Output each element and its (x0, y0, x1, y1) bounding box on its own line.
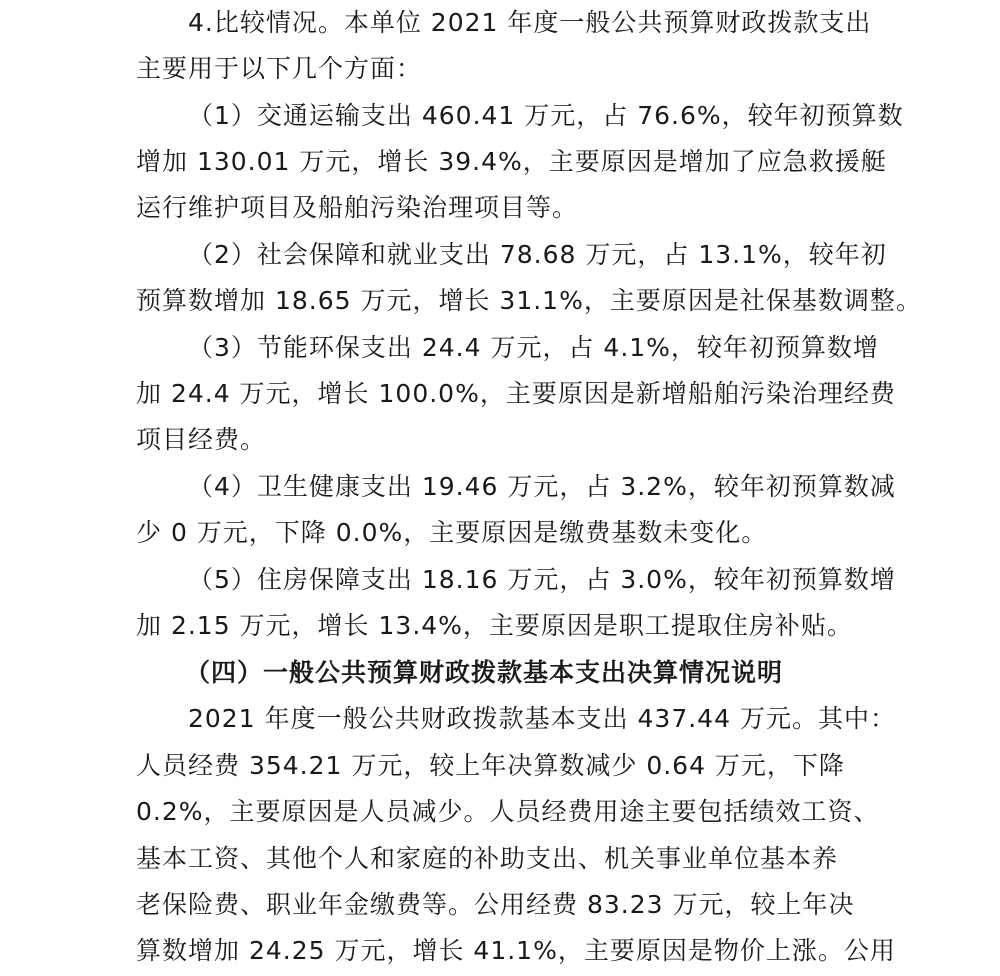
basic-expenditure-line: 算数增加 24.25 万元，增长 41.1%，主要原因是物价上涨。公用 (136, 936, 896, 965)
item-1-transport-line: 运行维护项目及船舶污染治理项目等。 (136, 193, 579, 222)
item-4-health-line: （4）卫生健康支出 19.46 万元，占 3.2%，较年初预算数减 (188, 472, 896, 501)
section-heading: （四）一般公共预算财政拨款基本支出决算情况说明 (185, 658, 784, 687)
basic-expenditure-line: 人员经费 354.21 万元，较上年决算数减少 0.64 万元，下降 (136, 751, 845, 780)
basic-expenditure-line: 基本工资、其他个人和家庭的补助支出、机关事业单位基本养 (136, 844, 839, 873)
item-3-environment-line: 加 24.4 万元，增长 100.0%，主要原因是新增船舶污染治理经费 (136, 379, 896, 408)
basic-expenditure-line: 0.2%，主要原因是人员减少。人员经费用途主要包括绩效工资、 (136, 797, 880, 826)
item-3-environment-line: （3）节能环保支出 24.4 万元，占 4.1%，较年初预算数增 (188, 333, 879, 362)
item-5-housing-line: 加 2.15 万元，增长 13.4%，主要原因是职工提取住房补贴。 (136, 611, 853, 640)
item-2-social-security-line: （2）社会保障和就业支出 78.68 万元，占 13.1%，较年初 (188, 240, 887, 269)
item-1-transport-line: 增加 130.01 万元，增长 39.4%，主要原因是增加了应急救援艇 (136, 147, 887, 176)
basic-expenditure-line: 2021 年度一般公共财政拨款基本支出 437.44 万元。其中： (188, 704, 896, 733)
item-2-social-security-line: 预算数增加 18.65 万元，增长 31.1%，主要原因是社保基数调整。 (136, 286, 922, 315)
item-3-environment-line: 项目经费。 (136, 425, 267, 454)
paragraph-line-comparison-intro: 4.比较情况。本单位 2021 年度一般公共预算财政拨款支出 (188, 8, 872, 37)
item-1-transport-line: （1）交通运输支出 460.41 万元，占 76.6%，较年初预算数 (188, 101, 904, 130)
item-4-health-line: 少 0 万元，下降 0.0%，主要原因是缴费基数未变化。 (136, 518, 768, 547)
paragraph-line: 主要用于以下几个方面： (136, 54, 423, 83)
item-5-housing-line: （5）住房保障支出 18.16 万元，占 3.0%，较年初预算数增 (188, 565, 896, 594)
basic-expenditure-line: 老保险费、职业年金缴费等。公用经费 83.23 万元，较上年决 (136, 890, 855, 919)
